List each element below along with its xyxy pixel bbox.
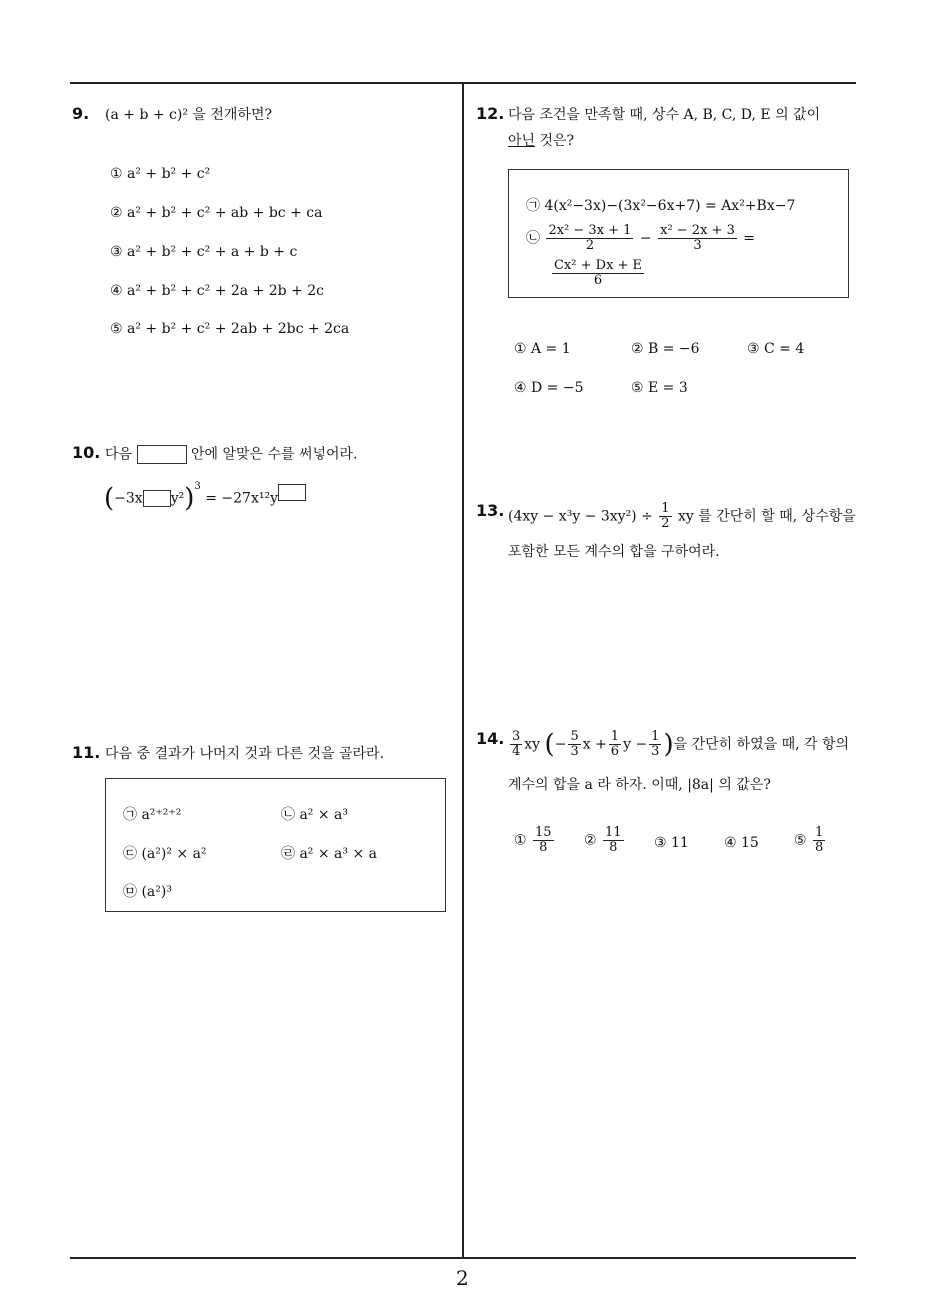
q14-choice-3[interactable] — [654, 834, 689, 852]
q14-paren-open: ( — [544, 729, 555, 760]
q12-number: 12. — [476, 104, 505, 123]
q9-number: 9. — [72, 104, 90, 123]
q12-choice-1[interactable]: ① A = 1 — [514, 341, 571, 357]
q12-condition-2 — [526, 224, 755, 253]
q12-cond2-fraction-3 — [552, 259, 644, 288]
q9-choice-5[interactable]: ⑤ a² + b² + c² + 2ab + 2bc + 2ca — [110, 321, 350, 337]
q12-stem-rest: 것은? — [535, 133, 575, 149]
q14-f2-num: 1 — [610, 729, 620, 744]
q10-answer-blank[interactable] — [137, 445, 187, 464]
q13-frac-den: 2 — [661, 516, 670, 531]
q12-cond2-equals: = — [743, 230, 756, 247]
q14-c2-mark: ② — [584, 832, 597, 849]
page-number: 2 — [456, 1266, 469, 1290]
q14-f0-num: 3 — [512, 729, 521, 744]
q14-c5-den: 8 — [815, 840, 824, 855]
q9-choice-4[interactable]: ④ a² + b² + c² + 2a + 2b + 2c — [110, 283, 325, 299]
bottom-rule — [70, 1257, 856, 1259]
q10-eq-right: = −27x¹²y — [205, 490, 278, 507]
q14-c5-num: 1 — [815, 825, 824, 840]
q14-c2-den: 8 — [609, 840, 618, 855]
q10-number: 10. — [72, 443, 101, 462]
q12-stem-line1: 다음 조건을 만족할 때, 상수 A, B, C, D, E 의 값이 — [508, 107, 821, 123]
q10-stem-post: 안에 알맞은 수를 써넣어라. — [190, 446, 358, 463]
q14-choice-1[interactable] — [514, 826, 556, 855]
q12-choice-2[interactable]: ② B = −6 — [631, 341, 700, 357]
q14-choice-5[interactable] — [794, 826, 827, 855]
q12-cond2-label: ㉡ — [526, 230, 540, 247]
q13-expr: (4xy − x³y − 3xy²) ÷ — [508, 508, 653, 525]
q11-item-b: ㉡ a² × a³ — [281, 807, 348, 823]
column-divider — [462, 82, 464, 1258]
q9-choice-1[interactable]: ① a² + b² + c² — [110, 166, 211, 182]
q14-paren-close: ) — [663, 729, 674, 760]
q14-f0-den: 4 — [512, 744, 521, 759]
q14-c5-mark: ⑤ — [794, 832, 807, 849]
q13-fraction — [659, 502, 671, 531]
q10-paren-open: ( — [104, 483, 115, 514]
q10-blank-exponent-x[interactable] — [143, 490, 171, 507]
q14-fraction-3 — [649, 730, 661, 759]
q14-number: 14. — [476, 729, 505, 748]
q14-f3-num: 1 — [651, 729, 660, 744]
q13-frac-num: 1 — [661, 501, 670, 516]
q11-number: 11. — [72, 743, 101, 762]
q12-choice-4[interactable]: ④ D = −5 — [514, 380, 584, 396]
q14-choice-4[interactable] — [724, 834, 759, 852]
q12-stem-underlined: 아닌 — [508, 133, 536, 149]
q10-stem — [105, 445, 358, 464]
q14-y-minus: y − — [623, 736, 648, 753]
q14-c1-fraction — [533, 826, 554, 855]
q11-item-a: ㉠ a²⁺²⁺² — [123, 807, 182, 823]
q14-f3-den: 3 — [651, 744, 660, 759]
q14-stem-line2: 계수의 합을 a 라 하자. 이때, |8a| 의 값은? — [508, 777, 771, 793]
q10-eq-left-a: −3x — [114, 490, 143, 507]
q14-f2-den: 6 — [610, 744, 620, 759]
q13-stem-line1 — [508, 502, 856, 531]
q14-stem-line1 — [508, 730, 849, 759]
q14-fraction-0 — [510, 730, 522, 759]
q13-stem-line2: 포함한 모든 계수의 합을 구하여라. — [508, 544, 720, 560]
q14-f1-num: 5 — [570, 729, 579, 744]
q14-c1-mark: ① — [514, 832, 527, 849]
q12-f3-den: 6 — [593, 273, 603, 288]
q13-number: 13. — [476, 501, 505, 520]
q14-choice-2[interactable] — [584, 826, 626, 855]
q9-choice-2[interactable]: ② a² + b² + c² + ab + bc + ca — [110, 205, 323, 221]
q14-f1-den: 3 — [570, 744, 579, 759]
q14-c5-fraction — [813, 826, 825, 855]
q14-c1-den: 8 — [539, 840, 548, 855]
q14-fraction-2 — [609, 730, 621, 759]
q10-eq-left-b: y² — [170, 490, 185, 507]
q14-after: 을 간단히 하였을 때, 각 항의 — [673, 736, 850, 753]
q12-f2-den: 3 — [693, 238, 702, 253]
q10-paren-close: ) — [184, 483, 195, 514]
q11-item-e: ㉤ (a²)³ — [123, 884, 172, 900]
q13-after-frac: xy 를 간단히 할 때, 상수항을 — [678, 508, 856, 525]
q14-x-plus: x + — [582, 736, 607, 753]
q11-stem: 다음 중 결과가 나머지 것과 다른 것을 골라라. — [105, 746, 385, 762]
q12-f1-num: 2x² − 3x + 1 — [548, 223, 632, 238]
q9-stem: (a + b + c)² 을 전개하면? — [105, 107, 272, 123]
q11-item-c: ㉢ (a²)² × a² — [123, 846, 207, 862]
q14-c2-fraction — [603, 826, 624, 855]
q14-c1-num: 15 — [535, 825, 552, 840]
q12-condition-1: ㉠ 4(x²−3x)−(3x²−6x+7) = Ax²+Bx−7 — [526, 198, 796, 214]
q10-stem-pre: 다음 — [105, 446, 133, 463]
q14-xy: xy — [524, 736, 541, 753]
q10-blank-exponent-y[interactable] — [278, 484, 306, 501]
q10-equation — [104, 480, 306, 514]
q12-f2-num: x² − 2x + 3 — [660, 223, 735, 238]
q12-cond2-fraction-2 — [658, 224, 737, 253]
q14-minus: − — [554, 736, 567, 753]
q14-c2-num: 11 — [605, 825, 622, 840]
q12-cond2-minus: − — [639, 230, 652, 247]
q12-f3-num: Cx² + Dx + E — [554, 258, 643, 273]
q14-c4-text: 15 — [741, 835, 759, 851]
q12-condition-2-rhs — [550, 259, 646, 288]
q14-c3-mark: ③ — [654, 835, 667, 851]
q9-choice-3[interactable]: ③ a² + b² + c² + a + b + c — [110, 244, 298, 260]
q10-eq-exponent: 3 — [194, 481, 201, 492]
q12-f1-den: 2 — [585, 238, 595, 253]
q11-item-d: ㉣ a² × a³ × a — [281, 846, 377, 862]
q12-choice-5[interactable]: ⑤ E = 3 — [631, 380, 688, 396]
q14-fraction-1 — [568, 730, 580, 759]
q12-choice-3[interactable]: ③ C = 4 — [747, 341, 805, 357]
q12-cond2-fraction-1 — [546, 224, 633, 253]
q14-c3-text: 11 — [671, 835, 689, 851]
q12-stem-line2 — [508, 132, 574, 150]
q14-c4-mark: ④ — [724, 835, 737, 851]
